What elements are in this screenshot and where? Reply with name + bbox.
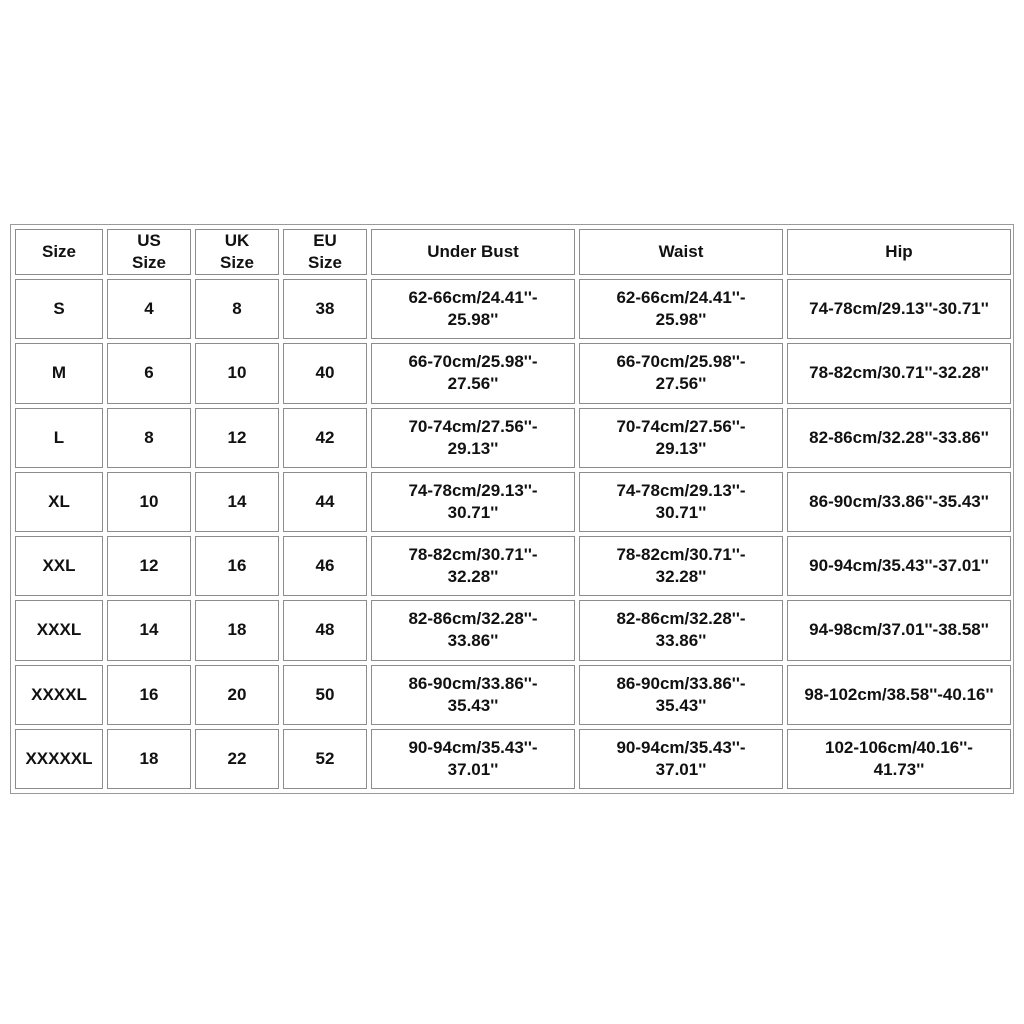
table-row — [15, 408, 1011, 468]
cell-hip: 82-86cm/32.28''-33.86'' — [787, 408, 1011, 468]
cell-waist: 70-74cm/27.56''- 29.13'' — [579, 408, 783, 468]
cell-eu: 42 — [283, 408, 367, 468]
cell-size: XXXXL — [15, 665, 103, 725]
cell-waist: 74-78cm/29.13''- 30.71'' — [579, 472, 783, 532]
header-eu-size: EU Size — [283, 229, 367, 275]
cell-uk: 20 — [195, 665, 279, 725]
cell-under-bust: 70-74cm/27.56''- 29.13'' — [371, 408, 575, 468]
cell-size: L — [15, 408, 103, 468]
size-chart — [10, 224, 1014, 794]
cell-uk: 12 — [195, 408, 279, 468]
cell-uk: 10 — [195, 343, 279, 403]
cell-us: 10 — [107, 472, 191, 532]
cell-hip: 90-94cm/35.43''-37.01'' — [787, 536, 1011, 596]
table-row — [15, 536, 1011, 596]
cell-eu: 52 — [283, 729, 367, 789]
cell-eu: 44 — [283, 472, 367, 532]
table-row — [15, 665, 1011, 725]
table-row — [15, 729, 1011, 789]
cell-under-bust: 78-82cm/30.71''- 32.28'' — [371, 536, 575, 596]
cell-hip: 74-78cm/29.13''-30.71'' — [787, 279, 1011, 339]
header-row — [15, 229, 1011, 275]
header-uk-size: UK Size — [195, 229, 279, 275]
cell-under-bust: 86-90cm/33.86''- 35.43'' — [371, 665, 575, 725]
header-under-bust: Under Bust — [371, 229, 575, 275]
cell-size: S — [15, 279, 103, 339]
cell-under-bust: 74-78cm/29.13''- 30.71'' — [371, 472, 575, 532]
cell-us: 4 — [107, 279, 191, 339]
cell-hip: 102-106cm/40.16''- 41.73'' — [787, 729, 1011, 789]
header-hip: Hip — [787, 229, 1011, 275]
cell-eu: 46 — [283, 536, 367, 596]
header-us-size: US Size — [107, 229, 191, 275]
cell-eu: 48 — [283, 600, 367, 660]
cell-hip: 94-98cm/37.01''-38.58'' — [787, 600, 1011, 660]
header-size: Size — [15, 229, 103, 275]
table-row — [15, 343, 1011, 403]
header-waist: Waist — [579, 229, 783, 275]
cell-size: XXXL — [15, 600, 103, 660]
cell-size: XXXXXL — [15, 729, 103, 789]
cell-us: 8 — [107, 408, 191, 468]
cell-waist: 90-94cm/35.43''- 37.01'' — [579, 729, 783, 789]
cell-uk: 8 — [195, 279, 279, 339]
cell-uk: 14 — [195, 472, 279, 532]
cell-under-bust: 62-66cm/24.41''- 25.98'' — [371, 279, 575, 339]
cell-hip: 78-82cm/30.71''-32.28'' — [787, 343, 1011, 403]
cell-us: 14 — [107, 600, 191, 660]
cell-waist: 86-90cm/33.86''- 35.43'' — [579, 665, 783, 725]
cell-under-bust: 66-70cm/25.98''- 27.56'' — [371, 343, 575, 403]
cell-uk: 18 — [195, 600, 279, 660]
cell-under-bust: 82-86cm/32.28''- 33.86'' — [371, 600, 575, 660]
cell-size: M — [15, 343, 103, 403]
cell-eu: 38 — [283, 279, 367, 339]
cell-us: 18 — [107, 729, 191, 789]
cell-us: 6 — [107, 343, 191, 403]
cell-uk: 22 — [195, 729, 279, 789]
cell-waist: 62-66cm/24.41''- 25.98'' — [579, 279, 783, 339]
table-row — [15, 279, 1011, 339]
cell-eu: 40 — [283, 343, 367, 403]
cell-size: XL — [15, 472, 103, 532]
cell-size: XXL — [15, 536, 103, 596]
cell-under-bust: 90-94cm/35.43''- 37.01'' — [371, 729, 575, 789]
cell-hip: 86-90cm/33.86''-35.43'' — [787, 472, 1011, 532]
cell-waist: 66-70cm/25.98''- 27.56'' — [579, 343, 783, 403]
cell-us: 16 — [107, 665, 191, 725]
cell-us: 12 — [107, 536, 191, 596]
cell-waist: 78-82cm/30.71''- 32.28'' — [579, 536, 783, 596]
table-row — [15, 600, 1011, 660]
cell-waist: 82-86cm/32.28''- 33.86'' — [579, 600, 783, 660]
cell-uk: 16 — [195, 536, 279, 596]
table-row — [15, 472, 1011, 532]
cell-eu: 50 — [283, 665, 367, 725]
size-table — [11, 225, 1015, 793]
cell-hip: 98-102cm/38.58''-40.16'' — [787, 665, 1011, 725]
